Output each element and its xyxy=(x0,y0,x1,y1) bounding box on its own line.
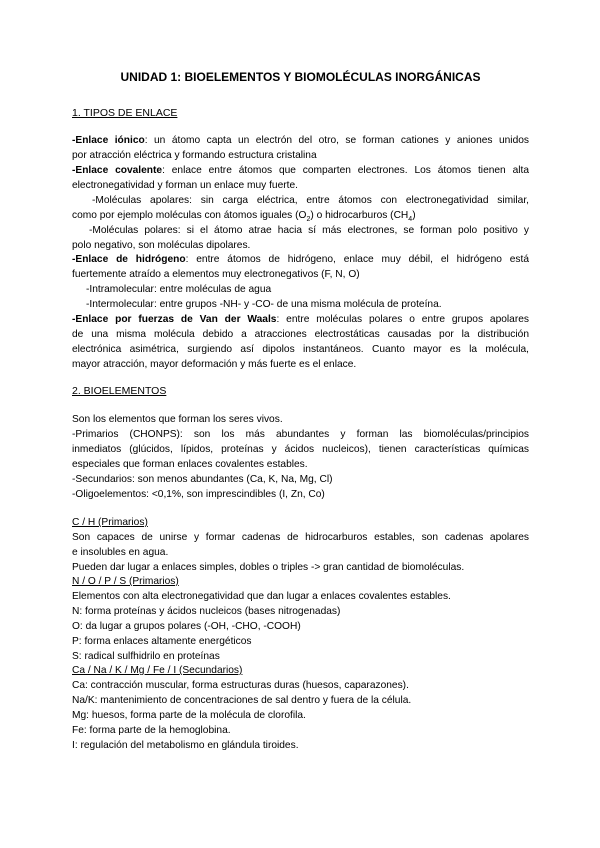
vdw-line2: de una misma molécula debido a atracciones electrostáticas causadas por la distribución xyxy=(72,329,529,340)
sec-ca: Ca: contracción muscular, forma estructuras duras (huesos, caparazones). xyxy=(72,680,409,691)
ch-line3: Pueden dar lugar a enlaces simples, dobles o triples -> gran cantidad de biomoléculas. xyxy=(72,562,465,573)
subheading-nops: N / O / P / S (Primarios) xyxy=(72,576,179,587)
sec-fe: Fe: forma parte de la hemoglobina. xyxy=(72,725,231,736)
primarios-line2: inmediatos (glúcidos, lípidos, proteínas y ácidos nucleicos), tienen características químicas xyxy=(72,444,529,455)
page-title: UNIDAD 1: BIOELEMENTOS Y BIOMOLÉCULAS INORGÁNICAS xyxy=(120,70,481,84)
covalente-line2: electronegatividad y forman un enlace muy fuerte. xyxy=(72,180,298,191)
subheading-secundarios: Ca / Na / K / Mg / Fe / I (Secundarios) xyxy=(72,665,243,676)
intermolecular-line: -Intermolecular: entre grupos -NH- y -CO- de una misma molécula de proteína. xyxy=(86,299,442,310)
nops-n: N: forma proteínas y ácidos nucleicos (bases nitrogenadas) xyxy=(72,606,341,617)
oligoelementos-line: -Oligoelementos: <0,1%, son imprescindibles (I, Zn, Co) xyxy=(72,489,325,500)
primarios-line3: especiales que forman enlaces covalentes estables. xyxy=(72,459,308,470)
sec-nak: Na/K: mantenimiento de concentraciones de sal dentro y fuera de la célula. xyxy=(72,695,412,706)
nops-o: O: da lugar a grupos polares (-OH, -CHO, -COOH) xyxy=(72,621,301,632)
polares-line1: -Moléculas polares: si el átomo atrae hacia sí más electrones, se forman polo positivo y xyxy=(89,225,529,236)
section-heading-bioelementos: 2. BIOELEMENTOS xyxy=(72,385,167,397)
ionico-line2: por atracción eléctrica y formando estructura cristalina xyxy=(72,150,317,161)
nops-line1: Elementos con alta electronegatividad que dan lugar a enlaces covalentes estables. xyxy=(72,591,451,602)
vdw-line3: electrónica asimétrica, surgiendo así dipolos instantáneos. Cuanto mayor es la molécula, xyxy=(72,344,529,355)
section-heading-tipos-enlace: 1. TIPOS DE ENLACE xyxy=(72,107,178,119)
hidrogeno-line1: -Enlace de hidrógeno: entre átomos de hidrógeno, enlace muy débil, el hidrógeno está xyxy=(72,254,529,265)
sec-mg: Mg: huesos, forma parte de la molécula de clorofila. xyxy=(72,710,306,721)
vdw-line4: mayor atracción, mayor deformación y más fuerte es el enlace. xyxy=(72,359,357,370)
vdw-line1: -Enlace por fuerzas de Van der Waals: entre moléculas polares o entre grupos apolares xyxy=(72,314,529,325)
hidrogeno-line2: fuertemente atraído a elementos muy electronegativos (F, N, O) xyxy=(72,269,360,280)
apolares-line1: -Moléculas apolares: sin carga eléctrica, entre átomos con electronegatividad similar, xyxy=(92,195,529,206)
secundarios-line: -Secundarios: son menos abundantes (Ca, K, Na, Mg, Cl) xyxy=(72,474,333,485)
primarios-line1: -Primarios (CHONPS): son los más abundantes y forman las biomoléculas/principios xyxy=(72,429,529,440)
sec-i: I: regulación del metabolismo en glándula tiroides. xyxy=(72,740,299,751)
ch-line2: e insolubles en agua. xyxy=(72,547,169,558)
nops-p: P: forma enlaces altamente energéticos xyxy=(72,636,252,647)
apolares-line2: como por ejemplo moléculas con átomos iguales $(O_2)$ o hidrocarburos $(CH_4)$ xyxy=(72,210,416,222)
ch-line1: Son capaces de unirse y formar cadenas de hidrocarburos estables, son cadenas apolares xyxy=(72,532,529,543)
subheading-ch: C / H (Primarios) xyxy=(72,517,148,528)
covalente-line1: -Enlace covalente: enlace entre átomos que comparten electrones. Los átomos tienen alta xyxy=(72,165,529,176)
ionico-line1: -Enlace iónico: un átomo capta un electrón del otro, se forman cationes y aniones unidos xyxy=(72,135,529,146)
nops-s: S: radical sulfhidrilo en proteínas xyxy=(72,651,220,662)
polares-line2: polo negativo, son moléculas dipolares. xyxy=(72,240,251,251)
bioelementos-intro: Son los elementos que forman los seres vivos. xyxy=(72,414,283,425)
intramolecular-line: -Intramolecular: entre moléculas de agua xyxy=(86,284,272,295)
